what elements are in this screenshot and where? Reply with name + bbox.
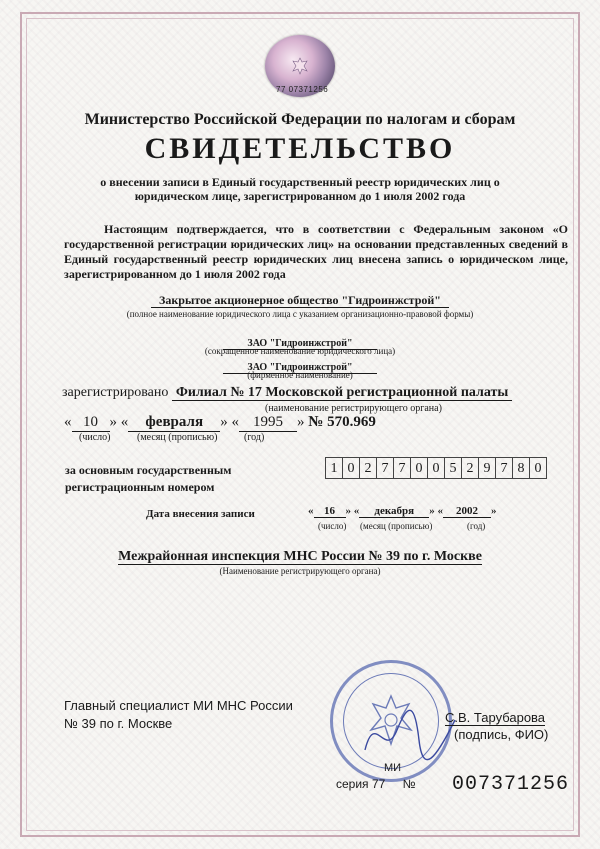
entry-year-caption: (год) [467,521,486,531]
entry-day: 16 [314,505,346,518]
ogrn-digit: 1 [325,457,343,479]
signatory-caption: (подпись, ФИО) [454,727,549,742]
document-title: СВИДЕТЕЛЬСТВО [144,132,456,165]
series-code: 77 [371,777,386,791]
month-caption: (месяц (прописью) [137,432,218,443]
signatory-name: С.В. Тарубарова [445,710,546,725]
quote-close: » [109,414,117,430]
registration-year: 1995 [239,414,297,432]
ogrn-digit: 0 [410,457,428,479]
signatory-position-line2: № 39 по г. Москве [64,716,173,731]
ministry-name: Министерство Российской Федерации по налогам и сборам [84,111,516,128]
quote-close: » [429,505,435,517]
company-firm-name-caption: (фирменное наименование) [247,370,353,380]
quote-open: « [308,505,314,517]
registration-authority: Филиал № 17 Московской регистрационной палаты [172,385,513,401]
ogrn-digit: 0 [427,457,445,479]
company-firm-name: ЗАО "Гидроинжстрой" [223,362,376,374]
confirmation-paragraph: Настоящим подтверждается, что в соответствии с Федеральным законом «О государственной регистрации юридических лиц» на основании представленных сведений в Единый государственный реестр юридических лиц внесена запись о юридическом лице, зарегистрированном до 1 июля 2002 года [64,222,568,281]
signatory-position-line1: Главный специалист МИ МНС России [64,698,293,713]
quote-open: « [64,414,72,430]
ogrn-digit: 0 [529,457,547,479]
inspection-caption: (Наименование регистрирующего органа) [219,566,381,576]
quote-close: » [491,505,497,517]
entry-date-label: Дата внесения записи [146,508,255,520]
document-subtitle: о внесении записи в Единый государственный реестр юридических лиц о юридическом лице, зарегистрированном до 1 июля 2002 года [100,175,500,203]
company-full-name: Закрытое акционерное общество "Гидроинжстрой" [151,293,449,308]
company-short-name-caption: (сокращенное наименование юридического лица) [204,346,396,356]
entry-month-caption: (месяц (прописью) [360,521,433,531]
ogrn-digit: 7 [376,457,394,479]
quote-open: « [120,414,129,430]
ogrn-label-line1: за основным государственным [65,463,232,477]
ogrn-digit: 5 [444,457,462,479]
quote-open: « [353,505,360,517]
series-prefix: МИ [384,762,402,774]
inspection-name: Межрайонная инспекция МНС России № 39 по г. Москве [118,549,482,564]
quote-open: « [231,414,239,430]
ogrn-digit: 2 [461,457,479,479]
series-no-label: № [402,777,416,791]
quote-close: » [345,505,351,517]
registration-day: 10 [72,414,110,432]
ogrn-label-line2: регистрационным номером [65,480,215,494]
day-caption: (число) [79,432,111,443]
registration-number: № 570.969 [308,414,376,430]
ogrn-digit: 7 [495,457,513,479]
quote-close: » [297,414,305,430]
series-label: серия [336,777,369,791]
registration-month: февраля [128,414,220,432]
quote-open: « [437,505,443,517]
company-full-name-caption: (полное наименование юридического лица с указанием организационно-правовой формы) [126,309,474,319]
serial-number: 007371256 [452,773,570,796]
ogrn-digit: 8 [512,457,530,479]
coat-of-arms-eagle-icon [290,56,310,76]
entry-year: 2002 [443,505,491,518]
registration-authority-caption: (наименование регистрирующего органа) [265,403,442,414]
quote-close: » [220,414,228,430]
entry-month: декабря [359,505,429,518]
entry-day-caption: (число) [318,521,347,531]
ogrn-digit: 0 [342,457,360,479]
year-caption: (год) [244,432,265,443]
registration-prefix: зарегистрировано [62,385,169,400]
hologram-number: 77 07371256 [276,85,329,94]
ogrn-digit-boxes [326,457,547,479]
ogrn-digit: 7 [393,457,411,479]
ogrn-digit: 2 [359,457,377,479]
ogrn-digit: 9 [478,457,496,479]
company-short-name: ЗАО "Гидроинжстрой" [223,338,376,350]
